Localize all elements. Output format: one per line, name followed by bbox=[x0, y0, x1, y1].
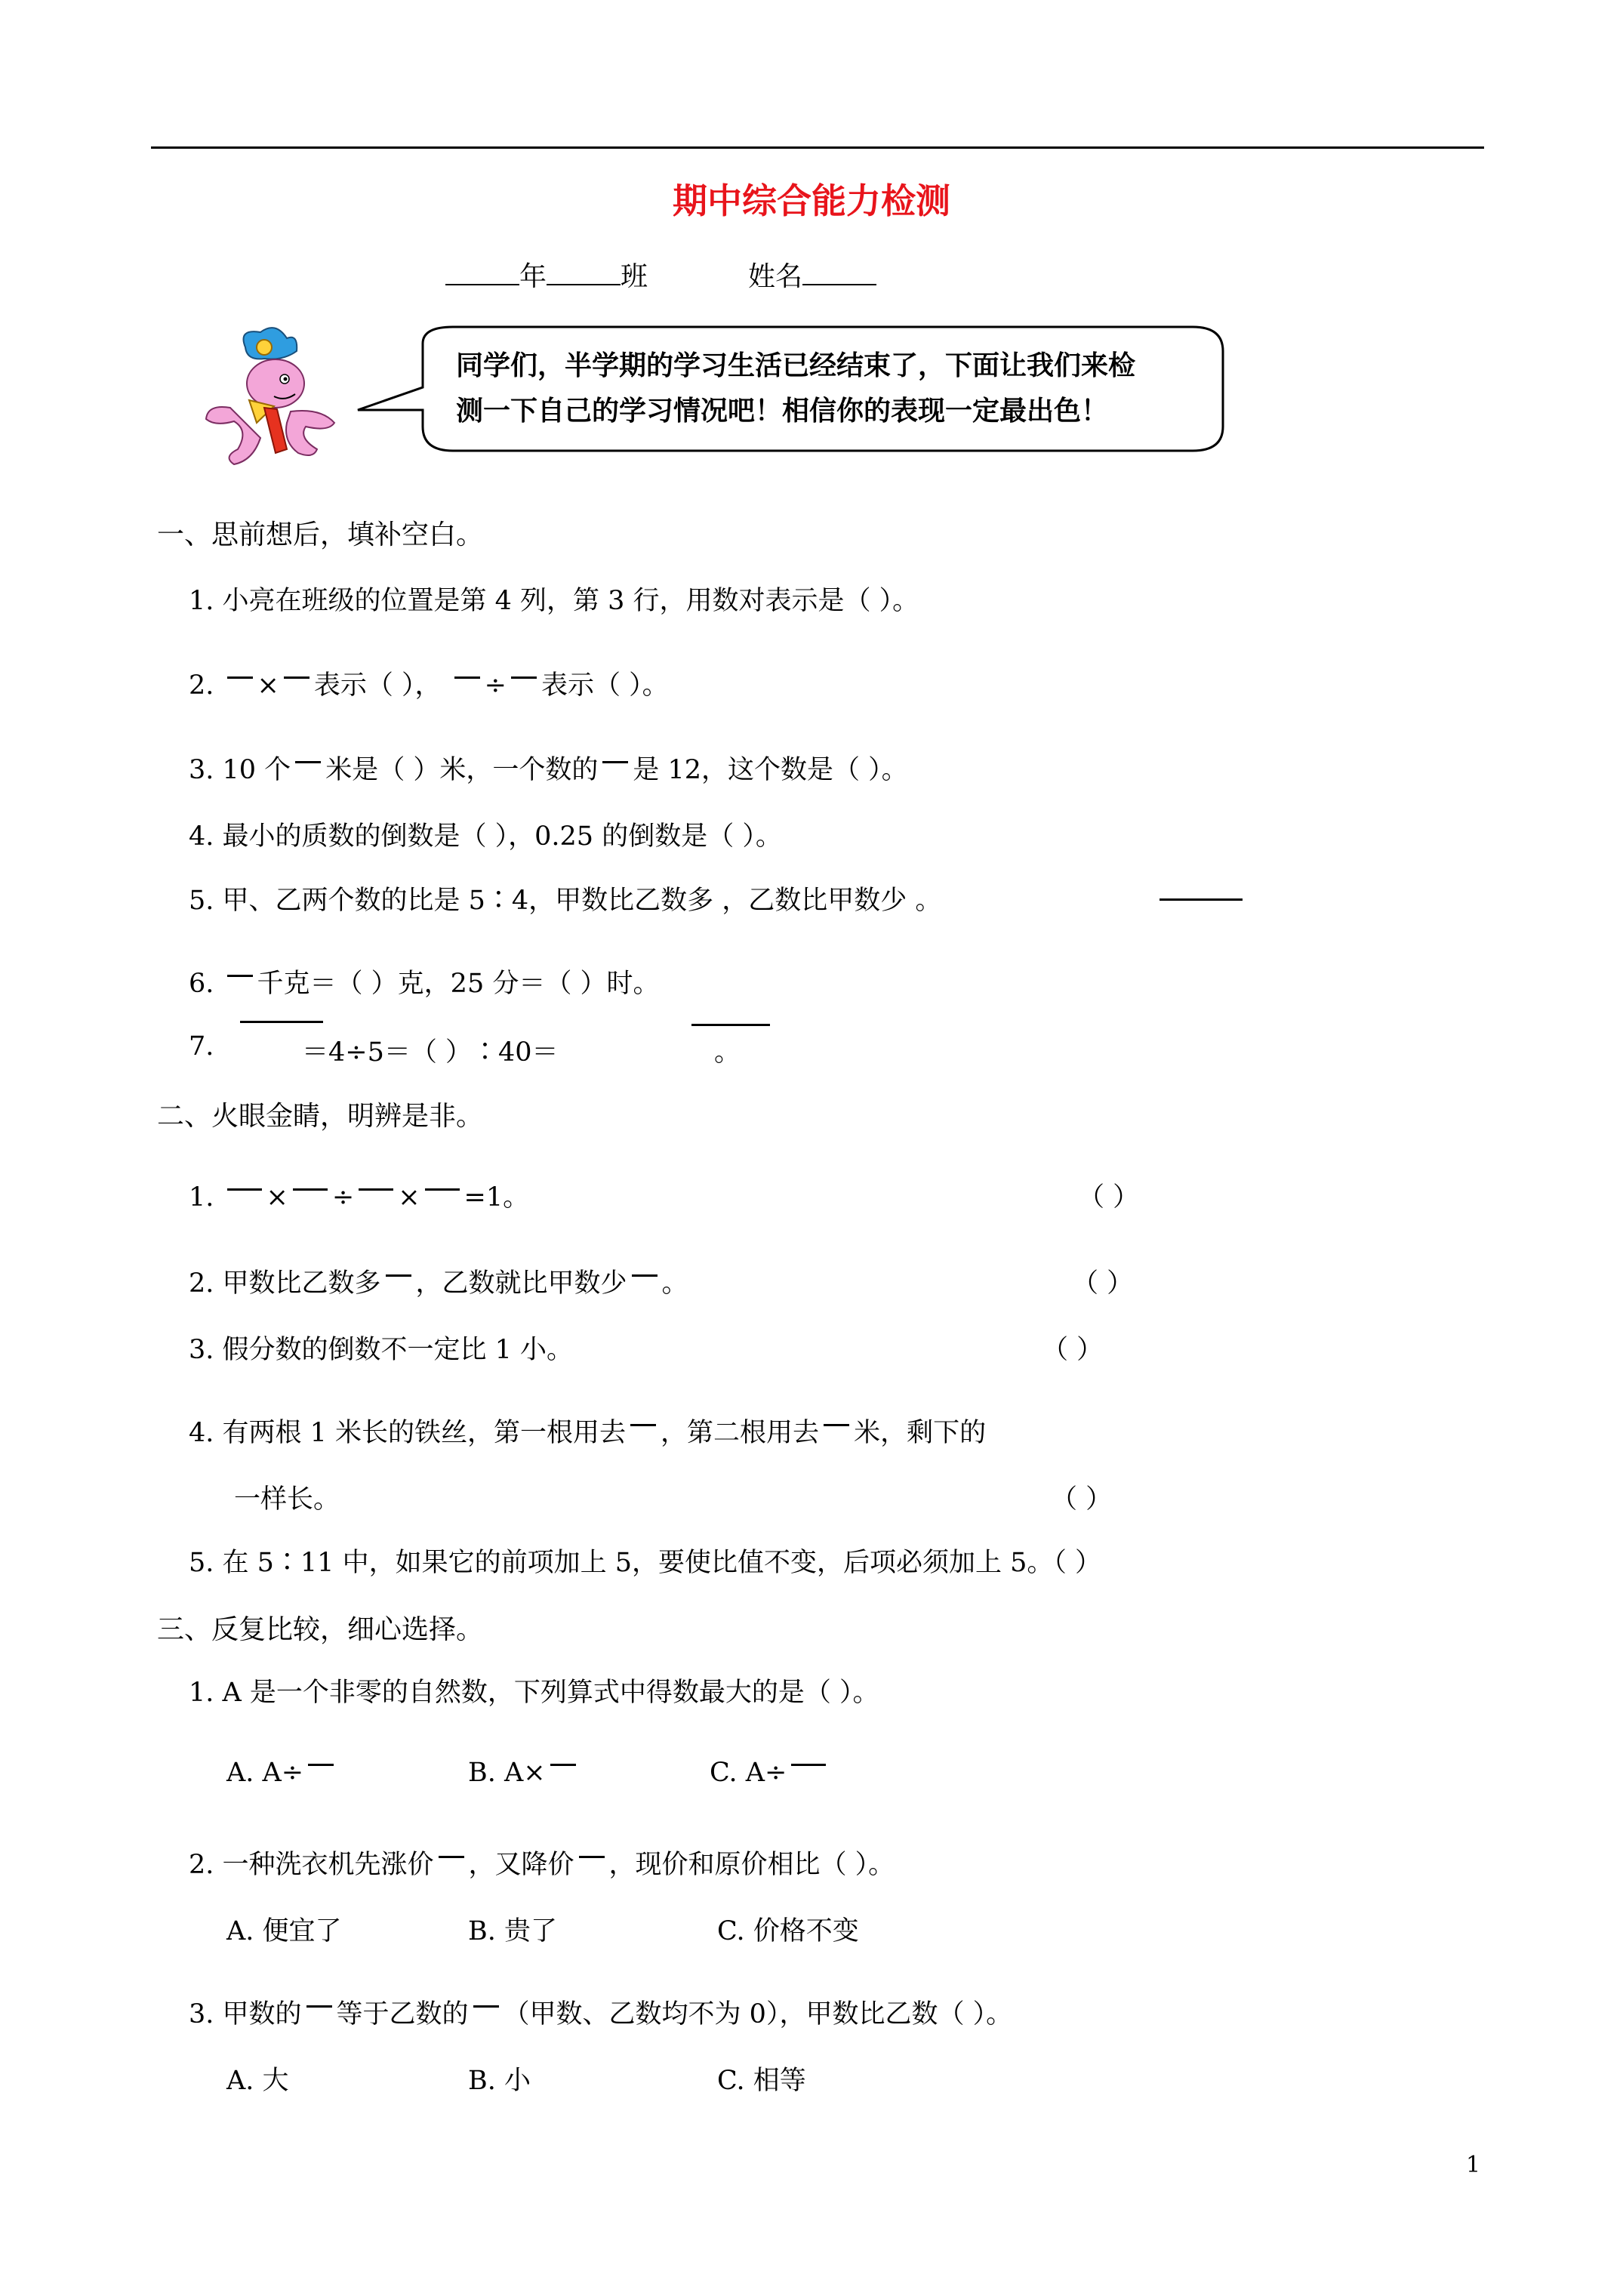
fraction-bar bbox=[359, 1188, 393, 1191]
s2-q2 bbox=[189, 1262, 688, 1300]
s3-q2-a: 2. 一种洗衣机先涨价 bbox=[189, 1850, 434, 1880]
year-label: 年 bbox=[519, 261, 547, 292]
s3-q3 bbox=[189, 1993, 1012, 2031]
s3-q2-option-c[interactable]: C. 价格不变 bbox=[717, 1916, 859, 1946]
fraction-bar bbox=[454, 676, 480, 679]
s1-q7-a: ＝4÷5＝（ ）∶40＝ bbox=[302, 1037, 559, 1068]
s3-q1-option-c-label: C. A÷ bbox=[710, 1758, 787, 1788]
s1-q2-b: 表示（ ）。 bbox=[540, 670, 669, 701]
fraction-bar bbox=[306, 2005, 332, 2008]
page-title: 期中综合能力检测 bbox=[673, 180, 950, 221]
s3-q2-option-b[interactable]: B. 贵了 bbox=[468, 1916, 557, 1946]
s2-q1: 1. × ÷ × =1。 bbox=[189, 1182, 530, 1213]
s2-q1-mark[interactable]: （ ） bbox=[1078, 1182, 1140, 1213]
s2-q3: 3. 假分数的倒数不一定比 1 小。 bbox=[189, 1335, 574, 1365]
s2-q4 bbox=[189, 1412, 986, 1450]
s3-q2-b: ，又降价 bbox=[468, 1850, 574, 1880]
s2-q1-num: 1. bbox=[189, 1182, 214, 1213]
section3-heading: 三、反复比较，细心选择。 bbox=[157, 1614, 484, 1645]
fraction-bar bbox=[425, 1188, 460, 1191]
s1-q2-a: 表示（ ）， bbox=[313, 670, 442, 701]
year-blank[interactable] bbox=[445, 258, 519, 285]
s2-q2-mark[interactable]: （ ） bbox=[1072, 1268, 1134, 1299]
answer-line bbox=[1160, 898, 1243, 901]
fraction-bar bbox=[227, 676, 253, 679]
s3-q2-c: ，现价和原价相比（ ）。 bbox=[608, 1850, 895, 1880]
fraction-bar bbox=[473, 2005, 499, 2008]
s3-q1-option-c[interactable] bbox=[710, 1758, 830, 1788]
class-label: 班 bbox=[621, 261, 648, 292]
s3-q1-stem: 1. A 是一个非零的自然数，下列算式中得数最大的是（ ）。 bbox=[189, 1678, 879, 1708]
s3-q1-option-b-label: B. A× bbox=[468, 1758, 546, 1788]
fraction-blank[interactable] bbox=[240, 1021, 323, 1023]
section2-heading: 二、火眼金睛，明辨是非。 bbox=[157, 1101, 484, 1132]
s3-q3-b: 等于乙数的 bbox=[336, 1999, 469, 2029]
s2-q4-line2: 一样长。 bbox=[234, 1484, 340, 1515]
s3-q3-option-a[interactable]: A. 大 bbox=[226, 2066, 289, 2096]
s2-q2-b: ，乙数就比甲数少 bbox=[415, 1268, 627, 1299]
s2-q2-a: 2. 甲数比乙数多 bbox=[189, 1268, 381, 1299]
bubble-line-1: 同学们，半学期的学习生活已经结束了，下面让我们来检 bbox=[456, 350, 1136, 381]
page-number: 1 bbox=[1466, 2152, 1481, 2178]
top-rule bbox=[151, 146, 1484, 149]
s1-q7-b: 。 bbox=[714, 1037, 741, 1068]
s2-q4-a: 4. 有两根 1 米长的铁丝，第一根用去 bbox=[189, 1418, 627, 1448]
student-info bbox=[445, 255, 876, 294]
fraction-bar bbox=[293, 1188, 328, 1191]
class-blank[interactable] bbox=[547, 258, 621, 285]
fraction-bar bbox=[308, 1764, 334, 1766]
s2-q5: 5. 在 5∶11 中，如果它的前项加上 5，要使比值不变，后项必须加上 5。（ ） bbox=[189, 1548, 1101, 1578]
fraction-bar bbox=[824, 1424, 849, 1426]
s2-q4-b: ，第二根用去 bbox=[661, 1418, 820, 1448]
fraction-bar bbox=[511, 676, 537, 679]
s3-q2-option-a[interactable]: A. 便宜了 bbox=[226, 1916, 342, 1946]
fraction-bar bbox=[439, 1856, 464, 1858]
s2-q3-mark[interactable]: （ ） bbox=[1042, 1335, 1104, 1365]
section1-heading: 一、思前想后，填补空白。 bbox=[157, 519, 484, 550]
fraction-bar bbox=[630, 1424, 656, 1426]
fraction-bar bbox=[632, 1274, 658, 1277]
s2-q1-expr: =1。 bbox=[463, 1182, 530, 1213]
s3-q1-option-a[interactable] bbox=[226, 1758, 338, 1788]
s1-q6-a: 千克＝（ ）克，25 分＝（ ）时。 bbox=[257, 969, 660, 999]
fraction-bar bbox=[602, 761, 628, 763]
s2-q2-c: 。 bbox=[661, 1268, 688, 1299]
s1-q2-num: 2. bbox=[189, 670, 214, 701]
s3-q2 bbox=[189, 1844, 895, 1881]
fraction-bar bbox=[227, 1188, 262, 1191]
fraction-blank[interactable] bbox=[691, 1024, 770, 1026]
s1-q6 bbox=[189, 963, 659, 1000]
s1-q1: 1. 小亮在班级的位置是第 4 列，第 3 行，用数对表示是（ ）。 bbox=[189, 586, 919, 616]
s3-q3-a: 3. 甲数的 bbox=[189, 1999, 302, 2029]
s1-q2: 2. × 表示（ ）， ÷ 表示（ ）。 bbox=[189, 670, 669, 701]
fraction-bar bbox=[284, 676, 310, 679]
fraction-bar bbox=[386, 1274, 411, 1277]
s1-q6-num: 6. bbox=[189, 969, 214, 999]
name-blank[interactable] bbox=[802, 258, 876, 285]
s3-q1-option-a-label: A. A÷ bbox=[226, 1758, 304, 1788]
s1-q3-a: 米是（ ）米，一个数的 bbox=[325, 755, 599, 785]
s2-q4-c: 米，剩下的 bbox=[854, 1418, 987, 1448]
bubble-line-2: 测一下自己的学习情况吧！相信你的表现一定最出色！ bbox=[456, 396, 1109, 427]
name-label: 姓名 bbox=[747, 261, 802, 292]
s2-q4-mark[interactable]: （ ） bbox=[1051, 1484, 1113, 1515]
fraction-bar bbox=[295, 761, 321, 763]
s1-q3-num: 3. 10 个 bbox=[189, 755, 291, 785]
s1-q7-num: 7. bbox=[189, 1031, 214, 1062]
s3-q3-option-b[interactable]: B. 小 bbox=[468, 2066, 531, 2096]
fraction-bar bbox=[791, 1764, 826, 1766]
fraction-bar bbox=[227, 975, 253, 977]
s1-q3 bbox=[189, 749, 908, 787]
s1-q3-b: 是 12，这个数是（ ）。 bbox=[633, 755, 908, 785]
fraction-bar bbox=[550, 1764, 576, 1766]
s3-q3-c: （甲数、乙数均不为 0），甲数比乙数（ ）。 bbox=[503, 1999, 1013, 2029]
s1-q5: 5. 甲、乙两个数的比是 5∶4，甲数比乙数多 ，乙数比甲数少 。 bbox=[189, 886, 942, 916]
fraction-bar bbox=[579, 1856, 605, 1858]
cartoon-character-icon bbox=[192, 325, 343, 468]
s3-q3-option-c[interactable]: C. 相等 bbox=[717, 2066, 806, 2096]
s1-q4: 4. 最小的质数的倒数是（ ），0.25 的倒数是（ ）。 bbox=[189, 821, 782, 852]
s3-q1-option-b[interactable] bbox=[468, 1758, 581, 1788]
